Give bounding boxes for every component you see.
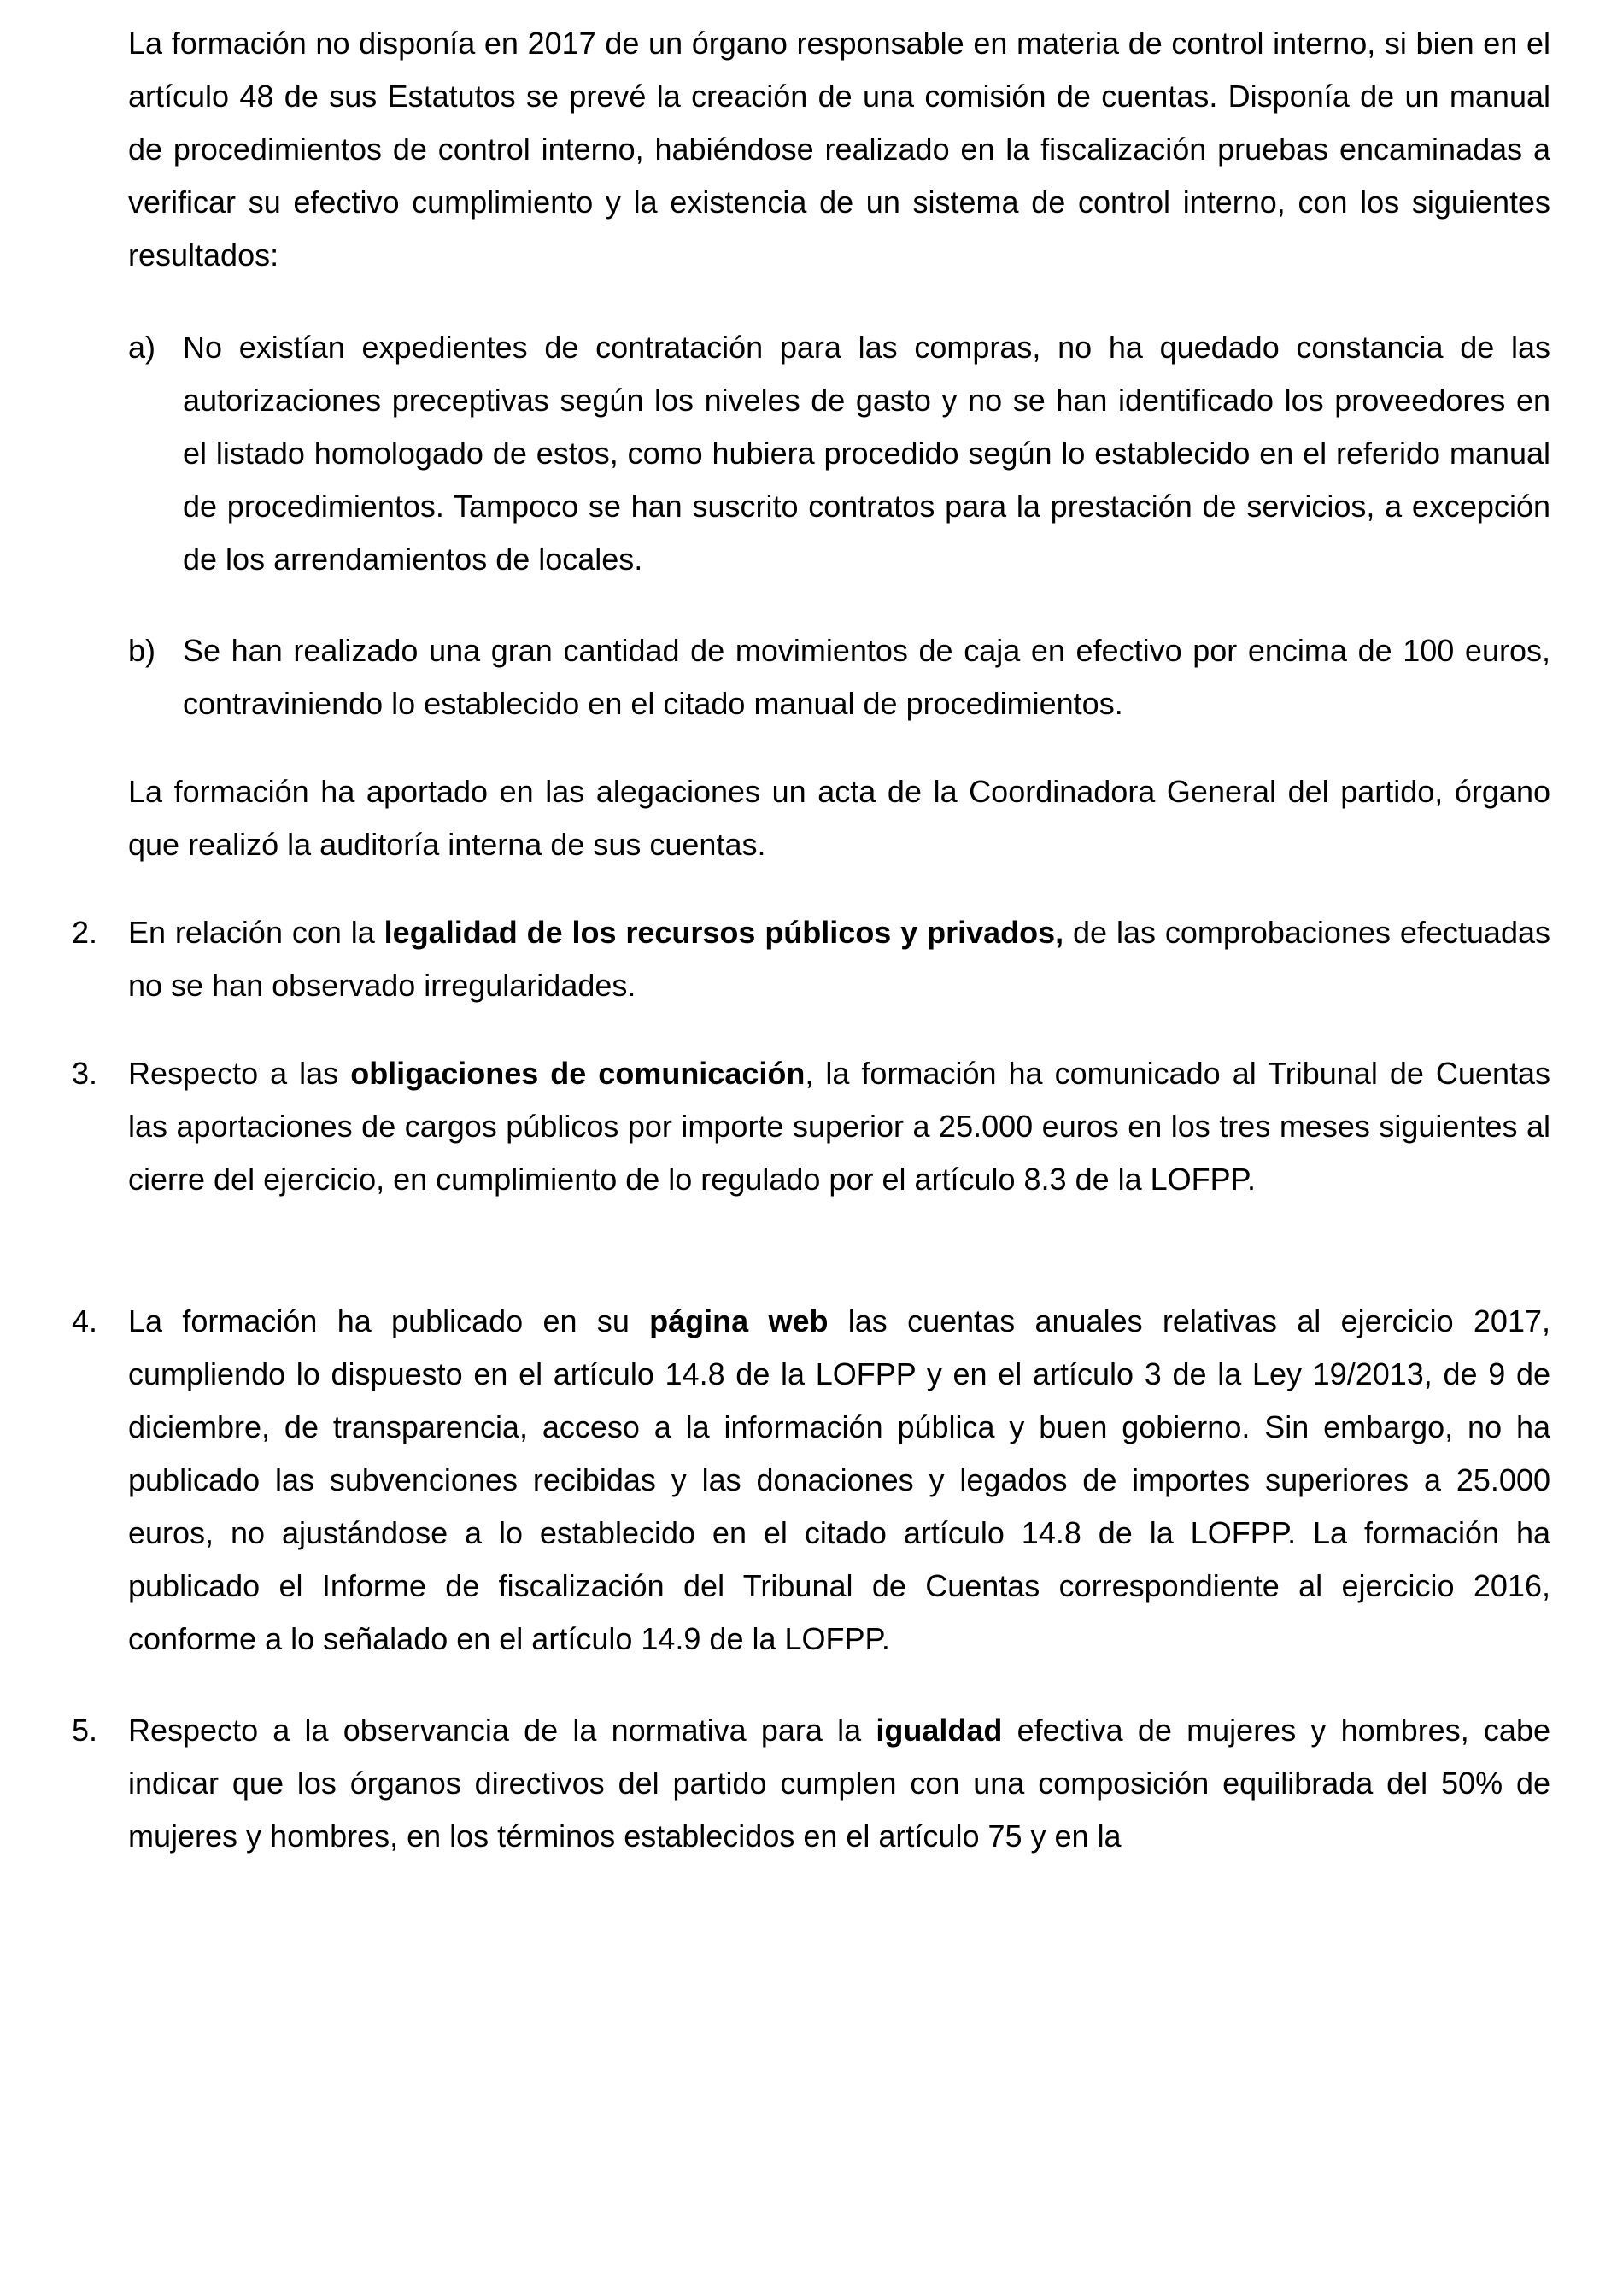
list-item-number: 5. (72, 1713, 98, 1748)
list-item-bold-text: página web (649, 1303, 829, 1338)
list-item-text-before: La formación ha publicado en su (128, 1303, 650, 1338)
list-item-text-after: , la formación ha comunicado al Tribunal de Cuentas las aportaciones de cargos públicos por importe superior a 25.000 euros en los tres meses siguientes al cierre del ejercicio, en cumplimiento de lo regulado por el artículo 8.3 de la LOFPP. (128, 1056, 1551, 1197)
sub-item-text: No existían expedientes de contratación para las compras, no ha quedado constancia de las autorizaciones preceptivas según los niveles de gasto y no se han identificado los proveedores en el listado homologado de estos, como hubiera procedido según lo establecido en el referido manual de procedimientos. Tampoco se han suscrito contratos para la prestación de servicios, a excepción de los arrendamientos de locales. (183, 330, 1550, 577)
sub-item-text: Se han realizado una gran cantidad de movimientos de caja en efectivo por encima de 100 euros, contraviniendo lo establecido en el citado manual de procedimientos. (183, 633, 1550, 721)
sub-item-b (128, 624, 1550, 730)
list-item-text-before: Respecto a la observancia de la normativa para la (128, 1713, 876, 1748)
list-item-bold-text: igualdad (876, 1713, 1003, 1748)
sub-item-marker: b) (128, 633, 156, 668)
list-item-4 (72, 1295, 1551, 1666)
list-item-bold-text: obligaciones de comunicación (350, 1056, 806, 1091)
list-item-bold-text: legalidad de los recursos públicos y privados, (384, 915, 1064, 950)
list-item-text-after: efectiva de mujeres y hombres, cabe indicar que los órganos directivos del partido cumplen con una composición equilibrada del 50% de mujeres y hombres, en los términos establecidos en el artículo 75 y en la (128, 1713, 1550, 1854)
sub-item-a (128, 321, 1550, 586)
list-item-5 (72, 1704, 1550, 1863)
sub-item-marker: a) (128, 330, 156, 365)
list-item-3 (72, 1047, 1551, 1206)
closing-paragraph: La formación ha aportado en las alegaciones un acta de la Coordinadora General del partido, órgano que realizó la auditoría interna de sus cuentas. (128, 774, 1550, 862)
list-item-text-before: En relación con la (128, 915, 384, 950)
intro-paragraph: La formación no disponía en 2017 de un órgano responsable en materia de control interno, si bien en el artículo 48 de sus Estatutos se prevé la creación de una comisión de cuentas. Disponía de un manual de procedimientos de control interno, habiéndose realizado en la fiscalización pruebas encaminadas a verificar su efectivo cumplimiento y la existencia de un sistema de control interno, con los siguientes resultados: (128, 26, 1550, 272)
list-item-number: 4. (72, 1303, 98, 1338)
list-item-text-after: de las comprobaciones efectuadas no se han observado irregularidades. (128, 915, 1550, 1003)
list-item-text-before: Respecto a las (128, 1056, 351, 1091)
list-item-number: 2. (72, 915, 98, 950)
list-item-number: 3. (72, 1056, 98, 1091)
list-item-2 (72, 906, 1550, 1012)
list-item-text-after: las cuentas anuales relativas al ejercicio 2017, cumpliendo lo dispuesto en el artículo 14.8 de la LOFPP y en el artículo 3 de la Ley 19/2013, de 9 de diciembre, de transparencia, acceso a la información pública y buen gobierno. Sin embargo, no ha publicado las subvenciones recibidas y las donaciones y legados de importes superiores a 25.000 euros, no ajustándose a lo establecido en el citado artículo 14.8 de la LOFPP. La formación ha publicado el Informe de fiscalización del Tribunal de Cuentas correspondiente al ejercicio 2016, conforme a lo señalado en el artículo 14.9 de la LOFPP. (128, 1303, 1551, 1656)
